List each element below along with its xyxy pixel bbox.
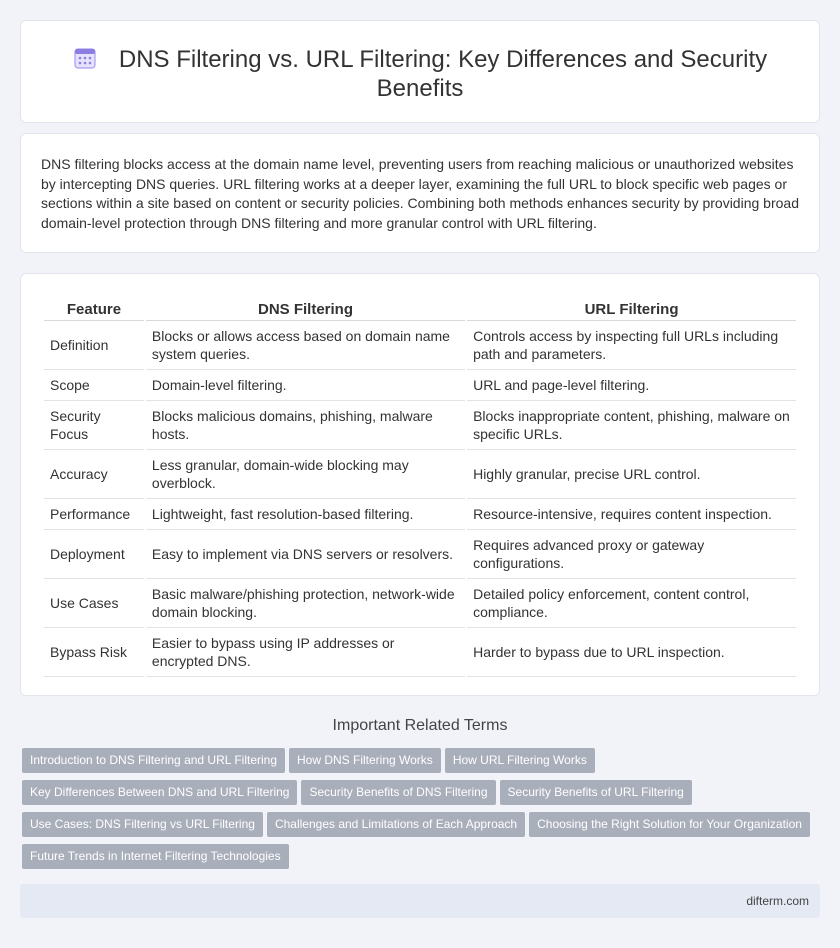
intro-card — [20, 133, 820, 253]
related-terms-list — [22, 748, 822, 876]
feature-cell: Definition — [44, 321, 144, 370]
feature-cell: Bypass Risk — [44, 628, 144, 677]
calendar-icon — [73, 46, 97, 70]
title-card — [20, 20, 820, 123]
related-term-tag[interactable]: Key Differences Between DNS and URL Filtering — [22, 780, 297, 805]
table-row — [44, 499, 796, 530]
dns-cell: Lightweight, fast resolution-based filtering. — [146, 499, 465, 530]
related-terms-title: Important Related Terms — [332, 717, 508, 734]
related-term-tag[interactable]: How URL Filtering Works — [445, 748, 595, 773]
feature-cell: Deployment — [44, 530, 144, 579]
table-row — [44, 579, 796, 628]
feature-cell: Security Focus — [44, 401, 144, 450]
url-cell: Blocks inappropriate content, phishing, malware on specific URLs. — [467, 401, 796, 450]
table-row — [44, 450, 796, 499]
page-header — [21, 45, 819, 103]
table-row — [44, 370, 796, 401]
dns-cell: Basic malware/phishing protection, network-wide domain blocking. — [146, 579, 465, 628]
header-url-filtering: URL Filtering — [467, 294, 796, 321]
dns-cell: Less granular, domain-wide blocking may overblock. — [146, 450, 465, 499]
related-term-tag[interactable]: Use Cases: DNS Filtering vs URL Filtering — [22, 812, 263, 837]
url-cell: Highly granular, precise URL control. — [467, 450, 796, 499]
url-cell: Harder to bypass due to URL inspection. — [467, 628, 796, 677]
dns-cell: Domain-level filtering. — [146, 370, 465, 401]
url-cell: Controls access by inspecting full URLs including path and parameters. — [467, 321, 796, 370]
header-feature: Feature — [44, 294, 144, 321]
table-header-row — [44, 294, 796, 321]
dns-cell: Blocks or allows access based on domain name system queries. — [146, 321, 465, 370]
related-term-tag[interactable]: Security Benefits of URL Filtering — [500, 780, 692, 805]
feature-cell: Use Cases — [44, 579, 144, 628]
header-dns-filtering: DNS Filtering — [146, 294, 465, 321]
related-term-tag[interactable]: How DNS Filtering Works — [289, 748, 441, 773]
dns-cell: Blocks malicious domains, phishing, malware hosts. — [146, 401, 465, 450]
related-term-tag[interactable]: Future Trends in Internet Filtering Technologies — [22, 844, 289, 869]
dns-cell: Easier to bypass using IP addresses or encrypted DNS. — [146, 628, 465, 677]
related-term-tag[interactable]: Security Benefits of DNS Filtering — [301, 780, 495, 805]
footer — [20, 884, 820, 918]
url-cell: Resource-intensive, requires content inspection. — [467, 499, 796, 530]
table-row — [44, 401, 796, 450]
table-row — [44, 628, 796, 677]
table-row — [44, 321, 796, 370]
feature-cell: Performance — [44, 499, 144, 530]
table-row — [44, 530, 796, 579]
related-term-tag[interactable]: Challenges and Limitations of Each Approach — [267, 812, 525, 837]
feature-cell: Accuracy — [44, 450, 144, 499]
url-cell: Requires advanced proxy or gateway configurations. — [467, 530, 796, 579]
related-term-tag[interactable]: Introduction to DNS Filtering and URL Filtering — [22, 748, 285, 773]
footer-site-link[interactable]: difterm.com — [746, 894, 809, 908]
related-term-tag[interactable]: Choosing the Right Solution for Your Organization — [529, 812, 810, 837]
url-cell: Detailed policy enforcement, content control, compliance. — [467, 579, 796, 628]
feature-cell: Scope — [44, 370, 144, 401]
intro-paragraph: DNS filtering blocks access at the domain name level, preventing users from reaching malicious or unauthorized websites by intercepting DNS queries. URL filtering works at a deeper layer, examining the full URL to block specific web pages or sections within a site based on content or security policies. Combining both methods enhances security by providing broad domain-level protection through DNS filtering and more granular control with URL filtering. — [41, 156, 799, 231]
dns-cell: Easy to implement via DNS servers or resolvers. — [146, 530, 465, 579]
comparison-table — [42, 294, 798, 677]
comparison-card — [20, 273, 820, 696]
url-cell: URL and page-level filtering. — [467, 370, 796, 401]
page-title: DNS Filtering vs. URL Filtering: Key Differences and Security Benefits — [118, 46, 768, 102]
